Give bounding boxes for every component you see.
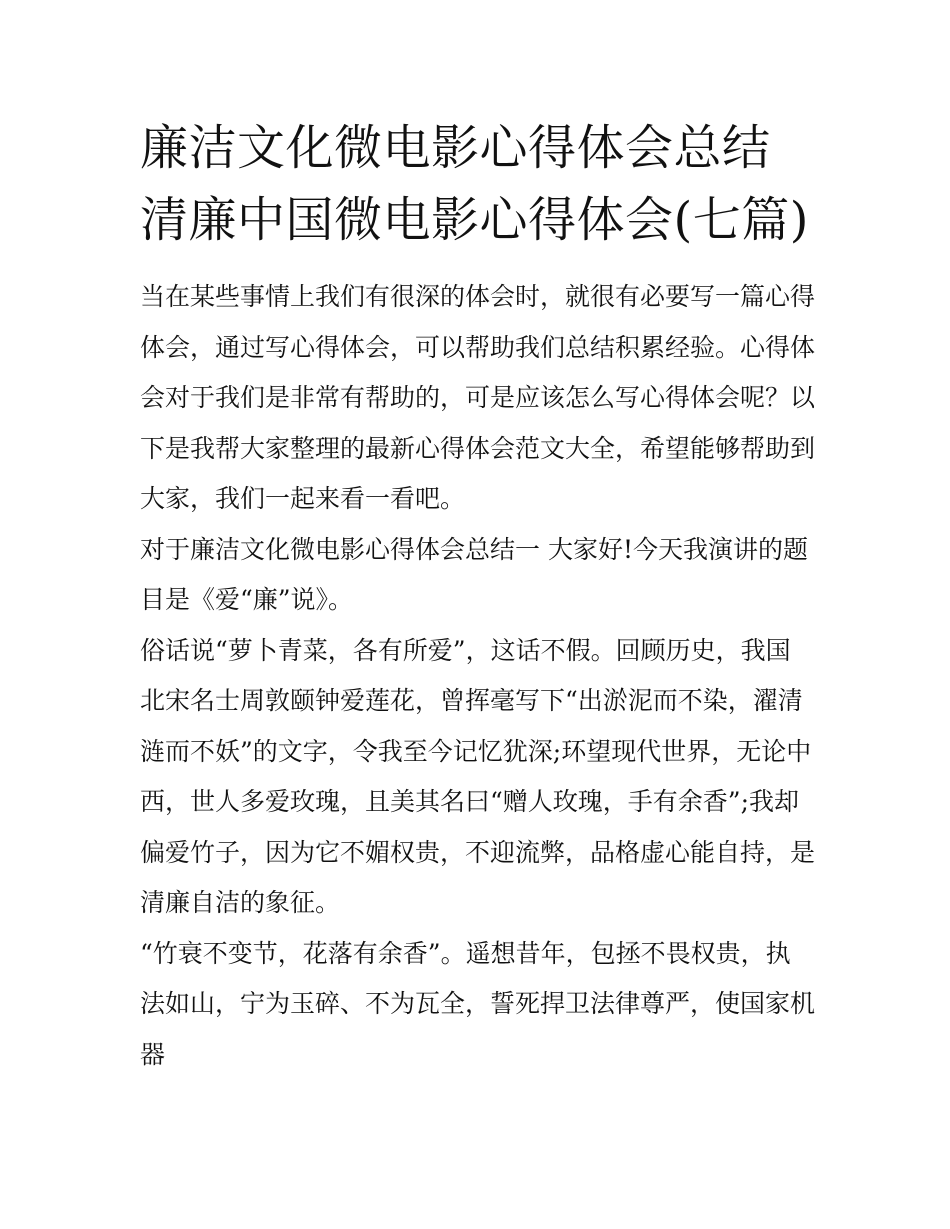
paragraph-bamboo-virtue: “竹衰不变节，花落有余香”。遥想昔年，包拯不畏权贵，执法如山，宁为玉碎、不为瓦全，誓死捍卫法律尊严，使国家机器	[140, 938, 816, 1069]
paragraph-bamboo-preference: 俗话说“萝卜青菜，各有所爱”，这话不假。回顾历史，我国北宋名士周敦颐钟爱莲花，曾挥毫写下“出淤泥而不染，濯清涟而不妖”的文字，令我至今记忆犹深;环望现代世界，无论中西，世人多爱玫瑰，且美其名曰“赠人玫瑰，手有余香”;我却偏爱竹子，因为它不媚权贵，不迎流弊，品格虚心能自持，是清廉自洁的象征。	[140, 635, 816, 917]
paragraph-intro: 当在某些事情上我们有很深的体会时，就很有必要写一篇心得体会，通过写心得体会，可以帮助我们总结积累经验。心得体会对于我们是非常有帮助的，可是应该怎么写心得体会呢？以下是我帮大家整理的最新心得体会范文大全，希望能够帮助到大家，我们一起来看一看吧。	[140, 282, 816, 513]
paragraph-speech-opening: 对于廉洁文化微电影心得体会总结一 大家好!今天我演讲的题目是《爱“廉”说》。	[140, 534, 808, 614]
document-page	[140, 112, 815, 1080]
document-title: 廉洁文化微电影心得体会总结清廉中国微电影心得体会(七篇)	[140, 120, 809, 248]
document-body	[140, 272, 815, 1080]
